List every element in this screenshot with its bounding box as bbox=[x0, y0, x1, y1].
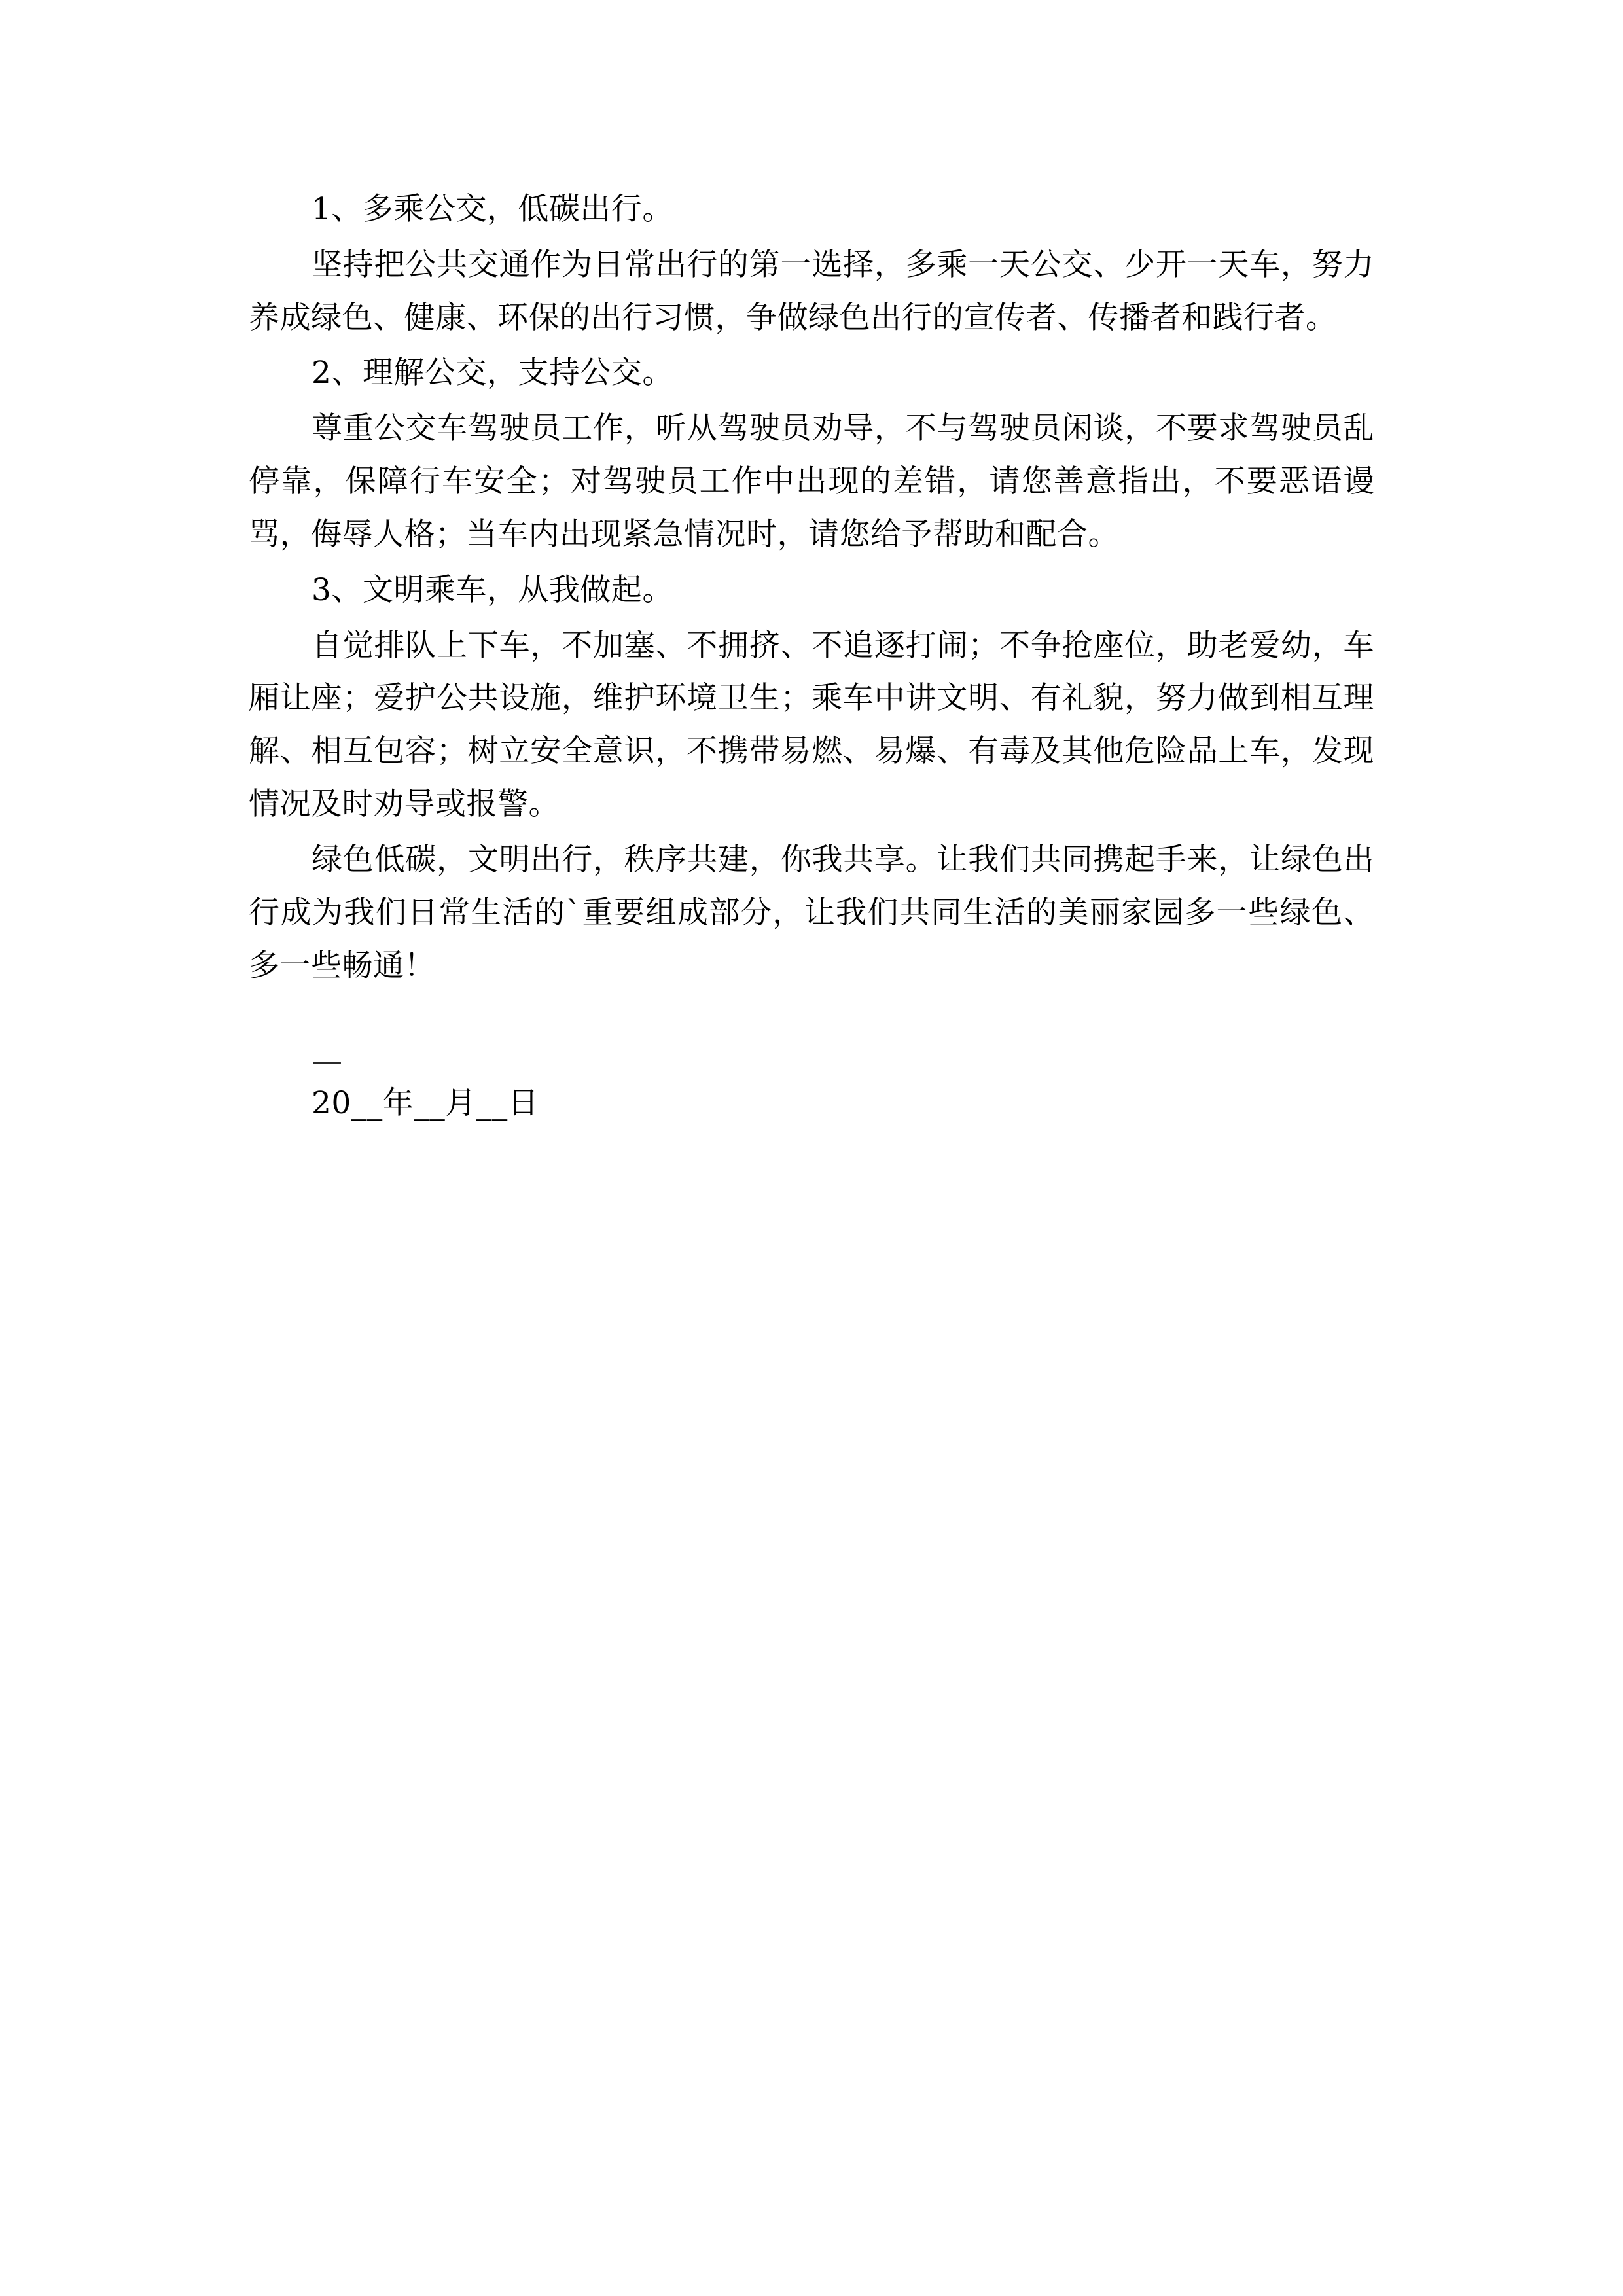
paragraph-closing: 绿色低碳，文明出行，秩序共建，你我共享。让我们共同携起手来，让绿色出行成为我们日常生活的`重要组成部分，让我们共同生活的美丽家园多一些绿色、多一些畅通！ bbox=[249, 841, 1374, 984]
document-body bbox=[249, 183, 1374, 1126]
signature-dash: — bbox=[312, 1043, 343, 1080]
paragraph-item-1-heading: 1、多乘公交，低碳出行。 bbox=[312, 191, 673, 227]
paragraph-item-2-body: 尊重公交车驾驶员工作，听从驾驶员劝导，不与驾驶员闲谈，不要求驾驶员乱停靠，保障行车安全；对驾驶员工作中出现的差错，请您善意指出，不要恶语谩骂，侮辱人格；当车内出现紧急情况时，请您给予帮助和配合。 bbox=[249, 410, 1374, 552]
paragraph-item-3-heading: 3、文明乘车，从我做起。 bbox=[312, 571, 673, 608]
paragraph-item-3-body: 自觉排队上下车，不加塞、不拥挤、不追逐打闹；不争抢座位，助老爱幼，车厢让座；爱护公共设施，维护环境卫生；乘车中讲文明、有礼貌，努力做到相互理解、相互包容；树立安全意识，不携带易燃、易爆、有毒及其他危险品上车，发现情况及时劝导或报警。 bbox=[249, 627, 1374, 823]
signature-date: 20__年__月__日 bbox=[312, 1085, 539, 1121]
paragraph-item-2-heading: 2、理解公交，支持公交。 bbox=[312, 355, 673, 391]
paragraph-item-1-body: 坚持把公共交通作为日常出行的第一选择，多乘一天公交、少开一天车，努力养成绿色、健康、环保的出行习惯，争做绿色出行的宣传者、传播者和践行者。 bbox=[249, 246, 1374, 336]
signature-block bbox=[249, 1043, 1374, 1126]
